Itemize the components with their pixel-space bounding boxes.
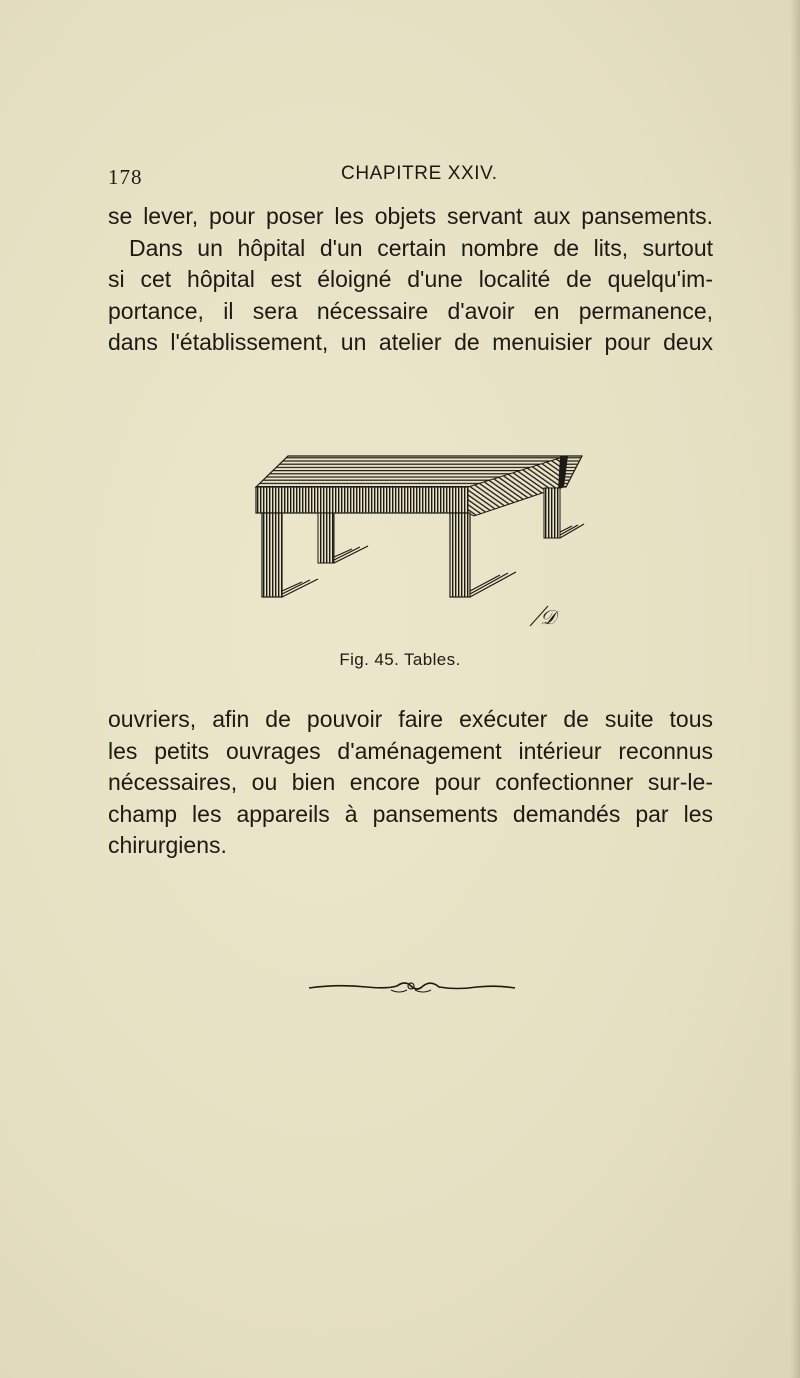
paragraph-2 xyxy=(108,704,713,862)
text-line: ouvriers, afin de pouvoir faire exécuter de suite tous xyxy=(108,706,713,732)
text-line: dans l'établissement, un atelier de menuisier pour deux xyxy=(108,329,713,355)
text-line: se lever, pour poser les objets servant aux pansements. xyxy=(108,203,713,229)
text-line: Dans un hôpital d'un certain nombre de lits, surtout xyxy=(129,234,713,261)
paragraph-1 xyxy=(108,201,713,359)
page-number: 178 xyxy=(108,165,143,189)
table-engraving xyxy=(248,454,588,639)
text-line: les petits ouvrages d'aménagement intérieur reconnus xyxy=(108,737,713,764)
text-line: champ les appareils à pansements demandés par les xyxy=(108,800,713,827)
chapter-title: CHAPITRE XXIV. xyxy=(341,163,498,184)
text-line: nécessaires, ou bien encore pour confectionner sur-le- xyxy=(108,769,713,795)
tailpiece-ornament xyxy=(307,978,517,996)
table-apron-front xyxy=(256,487,468,513)
table-leg xyxy=(262,513,282,597)
table-leg xyxy=(450,513,470,597)
svg-text:𝒟: 𝒟 xyxy=(540,607,556,629)
text-line: portance, il sera nécessaire d'avoir en permanence, xyxy=(108,297,713,324)
page-edge-shadow xyxy=(790,0,800,1378)
text-line: si cet hôpital est éloigné d'une localité de quelqu'im- xyxy=(108,266,713,292)
table-leg xyxy=(544,488,560,538)
text-line: chirurgiens. xyxy=(108,832,227,858)
figure-caption: Fig. 45. Tables. xyxy=(339,650,461,669)
running-head xyxy=(108,163,708,193)
table-leg xyxy=(318,513,334,563)
